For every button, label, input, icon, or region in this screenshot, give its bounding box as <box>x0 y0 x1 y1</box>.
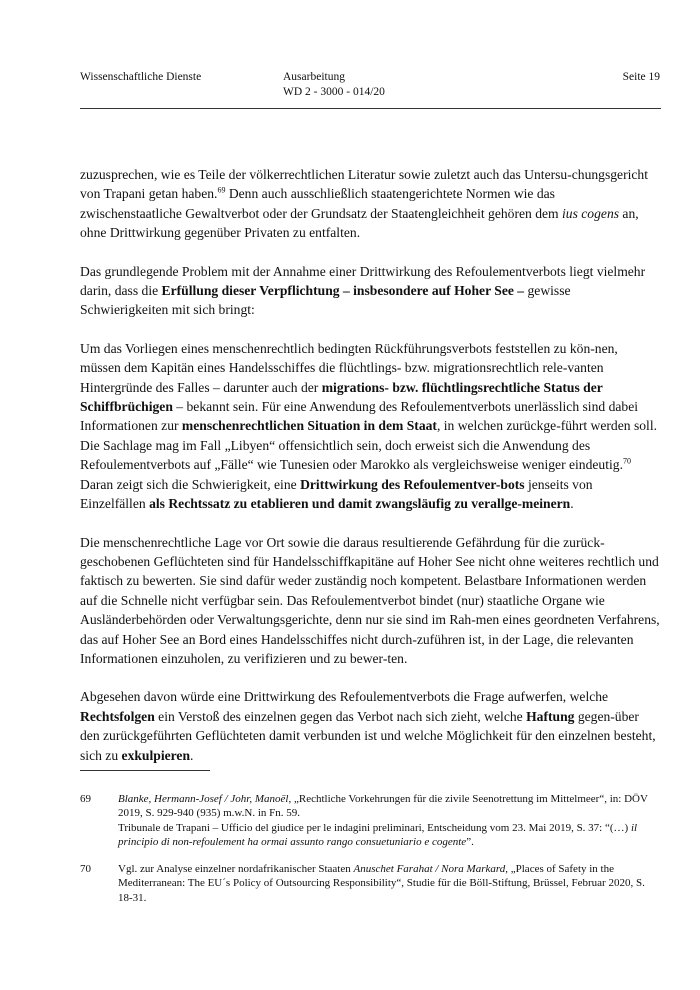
text-span: Vgl. zur Analyse einzelner nordafrikanischer Staaten <box>118 863 354 876</box>
text-span: Abgesehen davon würde eine Drittwirkung des Refoulementverbots die Frage aufwerfen, welche <box>80 689 609 705</box>
footnote-line <box>118 792 660 821</box>
footnote-ref-69[interactable]: 69 <box>217 185 226 195</box>
bold-emphasis: exkulpieren <box>121 747 191 763</box>
text-span: . <box>570 496 574 512</box>
text-span: , in welchen zurückge-führt werden soll. Die Sachlage mag im Fall „Libyen“ offensichtlich sein, doch erweist sich die Anwendung des Refoulementverbots auf „Fälle“ wie Tunesien oder Marokko als vergleichsweise weniger eindeutig. <box>80 418 657 473</box>
footnote-number: 70 <box>80 863 91 876</box>
body-text <box>80 165 660 784</box>
page-number: Seite 19 <box>622 71 660 83</box>
bold-emphasis: migrations- bzw. flüchtlingsrechtliche Status der Schiffbrüchigen <box>80 379 603 415</box>
text-span: Denn auch ausschließlich staatengerichtete Normen wie das zwischenstaatliche Gewaltverbot oder der Grundsatz der Staatengleichheit gehören dem <box>80 186 563 221</box>
text-span: zuzusprechen, wie es Teile der völkerrechtlichen Literatur sowie zuletzt auch das Untersu-chungsgericht von Trapani getan haben. <box>80 167 648 202</box>
paragraph-4: Die menschenrechtliche Lage vor Ort sowie die daraus resultierende Gefährdung für die zurück-geschobenen Geflüchteten sind für Handelsschiffkapitäne auf Hoher See nicht ohne weiteres rechtlich und faktisch zu bewerten. Sie sind dafür weder zuständig noch kompetent. Belastbare Informationen werden auf die Schnelle nicht verfügbar sein. Das Refoulementverbot bindet (nur) staatliche Organe wie Ausländerbehörden oder Verwaltungsgerichte, denn nur sie sind im Rah-men eines geordneten Verfahrens, das auf Hoher See an Bord eines Handelsschiffes nicht durch-zuführen ist, in der Lage, die relevanten Informationen einzuholen, zu verifizieren und zu bewer-ten. <box>80 534 660 666</box>
paragraph-5 <box>80 687 660 765</box>
bold-emphasis: Drittwirkung des Refoulementver-bots <box>300 476 525 492</box>
text-span: . <box>190 747 194 763</box>
text-span: Das grundlegende Problem mit der Annahme einer Drittwirkung des Refoulementverbots liegt vielmehr darin, dass die <box>80 263 646 299</box>
bold-emphasis: Haftung <box>526 708 575 724</box>
bold-emphasis: als Rechtssatz zu etablieren und damit zwangsläufig zu verallge-meinern <box>149 496 571 512</box>
footnote-text <box>118 792 660 849</box>
footnote-line <box>118 821 660 850</box>
footnote-ref-70[interactable]: 70 <box>622 456 631 466</box>
header-document-info <box>283 70 385 100</box>
footnote-69 <box>80 792 660 849</box>
author-names: Anuschet Farahat / Nora Markard <box>353 863 506 876</box>
text-span: jenseits von Einzelfällen <box>80 476 593 512</box>
text-span: ”. <box>466 835 474 848</box>
header-doc-type: Ausarbeitung <box>283 71 345 83</box>
text-span: , „Places of Safety in the Mediterranean: The EU´s Policy of Outsourcing Responsibility“, Studie für die Böll-Stiftung, Brüssel, Februar 2020, S. 18-31. <box>118 863 645 904</box>
text-span: gegen-über den zurückgeführten Geflüchteten damit verbunden ist und welche Möglichkeit für den einzelnen besteht, sich zu <box>80 708 656 763</box>
footnote-number: 69 <box>80 793 91 805</box>
bold-emphasis: menschenrechtlichen Situation in dem Staat <box>181 418 437 434</box>
bold-emphasis: Rechtsfolgen <box>80 708 155 724</box>
author-names: Blanke, Hermann-Josef / Johr, Manoël <box>118 793 289 805</box>
header-institution: Wissenschaftliche Dienste <box>80 71 202 83</box>
footnote-70 <box>80 862 660 905</box>
text-span: Daran zeigt sich die Schwierigkeit, eine <box>80 476 301 492</box>
header-rule <box>80 108 661 109</box>
text-span: Um das Vorliegen eines menschenrechtlich bedingten Rückführungsverbots feststellen zu kön-nen, müssen dem Kapitän eines Handelsschiffes die flüchtlings- bzw. migrationsrechtlich rele-vanten Hintergründe des Falles – darunter auch der <box>80 340 618 395</box>
paragraph-3 <box>80 339 660 514</box>
text-span: Tribunale de Trapani – Ufficio del giudice per le indagini preliminari, Entscheidung vom 23. Mai 2019, S. 37: “(…) <box>118 821 631 834</box>
paragraph-1 <box>80 165 660 243</box>
paragraph-2 <box>80 262 660 320</box>
italic-term: ius cogens <box>562 205 620 221</box>
footnotes <box>80 792 660 918</box>
footnote-line <box>118 862 660 905</box>
bold-emphasis: Erfüllung dieser Verpflichtung – insbesondere auf Hoher See – <box>161 283 525 299</box>
text-span: ein Verstoß des einzelnen gegen das Verbot nach sich zieht, welche <box>154 708 527 724</box>
page-header <box>80 70 660 110</box>
footnote-text <box>118 862 660 905</box>
text-span: an, ohne Drittwirkung gegenüber Privaten zu entfalten. <box>80 205 639 241</box>
text-span: – bekannt sein. Für eine Anwendung des Refoulementverbots unerlässlich sind dabei Informationen zur <box>80 399 639 434</box>
header-doc-number: WD 2 - 3000 - 014/20 <box>283 86 385 98</box>
text-span: , „Rechtliche Vorkehrungen für die zivile Seenotrettung im Mittelmeer“, in: DÖV 2019, S. 929-940 (935) m.w.N. in Fn. 59. <box>118 793 648 820</box>
footnote-separator <box>80 770 210 771</box>
text-span: gewisse Schwierigkeiten mit sich bringt: <box>80 283 571 318</box>
italic-quote: il principio di non-refoulement ha ormai assunto rango consuetuniario e cogente <box>118 821 638 848</box>
